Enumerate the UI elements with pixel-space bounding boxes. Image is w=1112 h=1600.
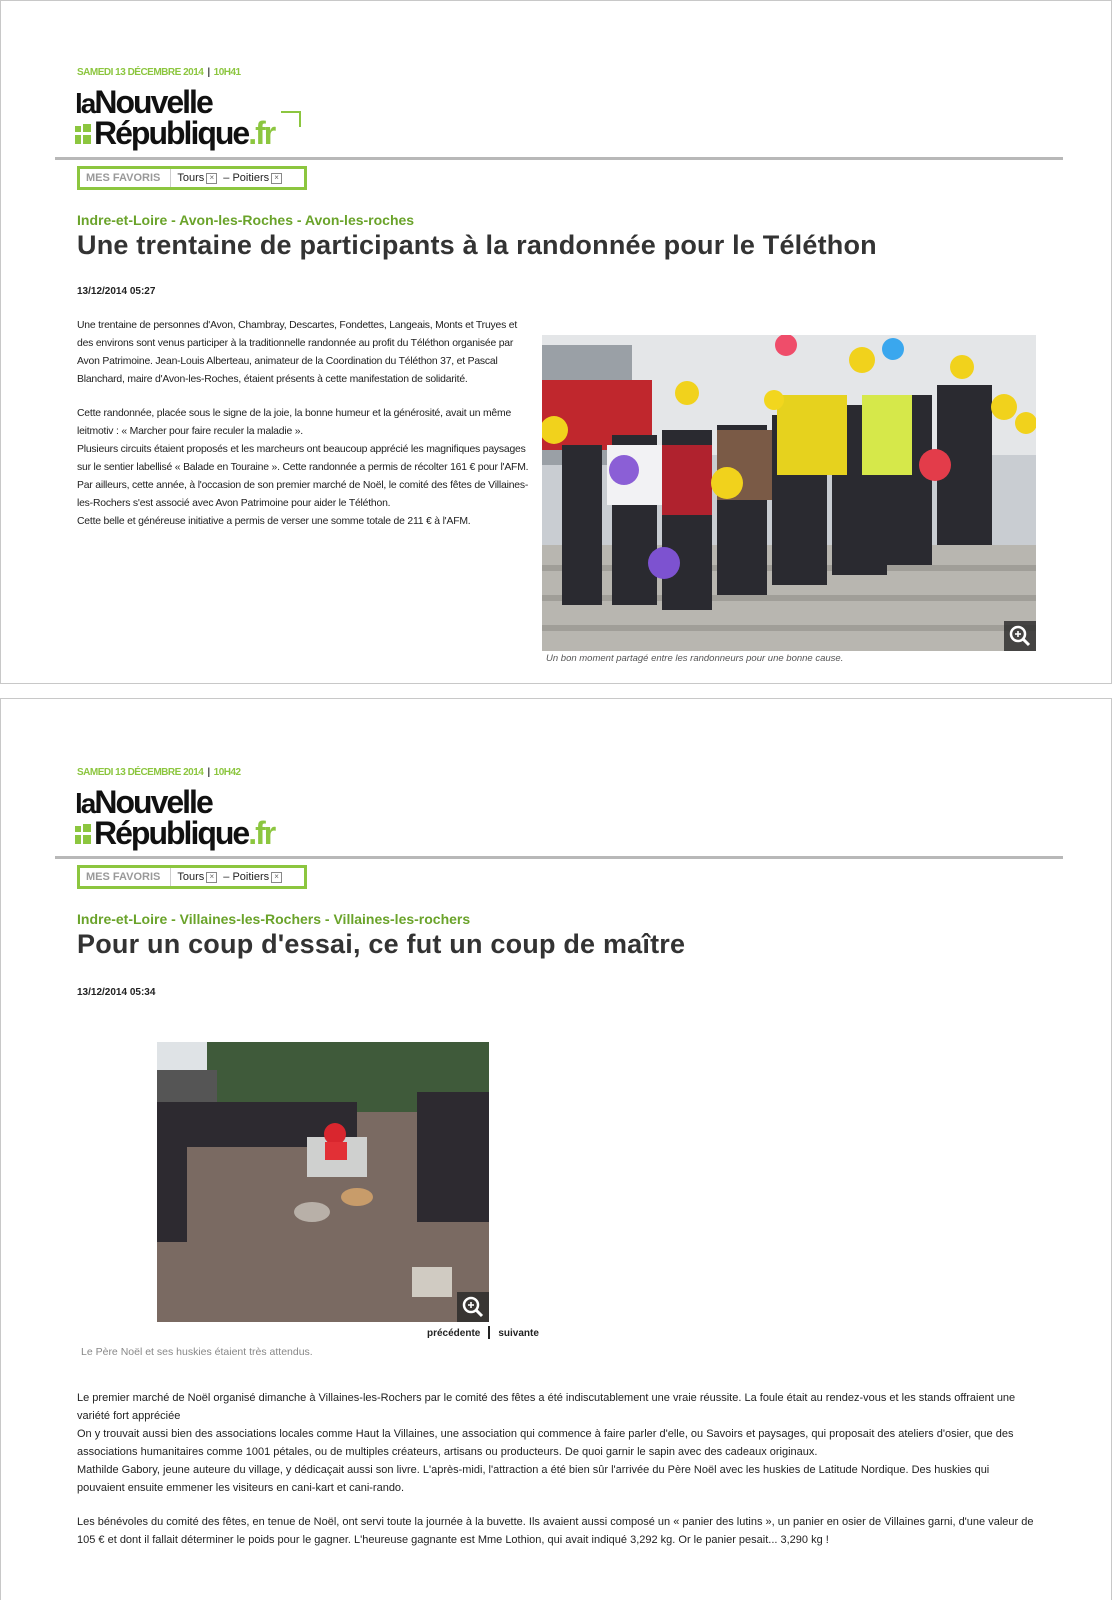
- logo-tld: .fr: [248, 814, 275, 851]
- logo-republique: République: [94, 814, 249, 851]
- favorites-bar: [77, 865, 307, 889]
- article-photo[interactable]: [157, 1042, 489, 1322]
- date-text: SAMEDI 13 DÉCEMBRE 2014: [77, 767, 204, 778]
- favorite-tag-tours[interactable]: [171, 172, 217, 184]
- header-rule: [55, 856, 1063, 859]
- huskies-photo-image: [157, 1042, 489, 1322]
- paragraph: Le premier marché de Noël organisé dimanche à Villaines-les-Rochers par le comité des fêtes a été indiscutablement une vraie réussite. La foule était au rendez-vous et les stands offraient une variété fort appréciée: [77, 1392, 1016, 1422]
- time-text: 10H41: [213, 67, 241, 78]
- logo-la: la: [75, 788, 95, 819]
- article-body: [77, 1389, 1037, 1549]
- favorites-label: MES FAVORIS: [80, 868, 171, 886]
- article-body: [77, 317, 535, 531]
- favorite-tag-poitiers[interactable]: [217, 871, 282, 883]
- next-link[interactable]: suivante: [498, 1328, 539, 1339]
- group-photo-image: [542, 335, 1036, 651]
- close-icon[interactable]: ×: [271, 173, 282, 184]
- breadcrumb[interactable]: Indre-et-Loire - Villaines-les-Rochers - Villaines-les-rochers: [77, 911, 471, 927]
- logo-tld: .fr: [248, 114, 275, 151]
- article-title: Pour un coup d'essai, ce fut un coup de maître: [77, 929, 686, 959]
- favorite-tag-label: Tours: [177, 871, 205, 883]
- pager-divider: [488, 1326, 490, 1339]
- favorites-label: MES FAVORIS: [80, 169, 171, 187]
- photo-caption: Un bon moment partagé entre les randonneurs pour une bonne cause.: [546, 653, 844, 664]
- article-timestamp: 13/12/2014 05:27: [77, 286, 156, 297]
- paragraph: Par ailleurs, cette année, à l'occasion de son premier marché de Noël, le comité des fêtes de Villaines-les-Rochers s'est associé avec Avon Patrimoine pour aider le Téléthon.: [77, 480, 529, 509]
- logo-mark-icon: [75, 124, 91, 146]
- close-icon[interactable]: ×: [206, 872, 217, 883]
- breadcrumb[interactable]: Indre-et-Loire - Avon-les-Roches - Avon-les-roches: [77, 212, 415, 228]
- favorites-bar: [77, 166, 307, 190]
- zoom-icon[interactable]: [1004, 621, 1036, 651]
- logo-bracket: [281, 111, 301, 127]
- logo-la: la: [75, 88, 95, 119]
- article-panel-1: [0, 0, 1112, 684]
- logo-nouvelle: Nouvelle: [94, 84, 212, 120]
- logo-mark-icon: [75, 824, 91, 846]
- prev-link[interactable]: précédente: [427, 1328, 481, 1339]
- photo-caption: Le Père Noël et ses huskies étaient très attendus.: [81, 1346, 313, 1358]
- favorite-tag-label: – Poitiers: [223, 871, 270, 883]
- article-title: Une trentaine de participants à la randonnée pour le Téléthon: [77, 230, 877, 260]
- close-icon[interactable]: ×: [206, 173, 217, 184]
- favorite-tag-label: – Poitiers: [223, 172, 270, 184]
- site-logo[interactable]: [75, 784, 275, 851]
- dateline: SAMEDI 13 DÉCEMBRE 2014 | 10H41: [77, 67, 241, 78]
- dateline: SAMEDI 13 DÉCEMBRE 2014 | 10H42: [77, 767, 241, 778]
- paragraph: Plusieurs circuits étaient proposés et les marcheurs ont beaucoup apprécié les magnifiques paysages sur le sentier labellisé « Balade en Touraine ». Cette randonnée a permis de récolter 161 € pour l'AFM.: [77, 444, 529, 473]
- paragraph: Mathilde Gabory, jeune auteure du village, y dédicaçait aussi son livre. L'après-midi, l'attraction a été bien sûr l'arrivée du Père Noël avec les huskies de Latitude Nordique. Des huskies qui pouvaient ensuite emmener les visiteurs en cani-kart et cani-rando.: [77, 1464, 990, 1494]
- article-photo[interactable]: [542, 335, 1036, 651]
- site-logo[interactable]: [75, 84, 275, 151]
- paragraph: Une trentaine de personnes d'Avon, Chambray, Descartes, Fondettes, Langeais, Monts et Truyes et des environs sont venus participer à la traditionnelle randonnée au profit du Téléthon organisée par Avon Patrimoine. Jean-Louis Alberteau, animateur de la Coordination du Téléthon 37, et Pascal Blanchard, maire d'Avon-les-Roches, étaient présents à cette manifestation de solidarité.: [77, 320, 518, 385]
- paragraph: Cette belle et généreuse initiative a permis de verser une somme totale de 211 € à l'AFM.: [77, 516, 471, 527]
- time-text: 10H42: [213, 767, 241, 778]
- favorite-tag-label: Tours: [177, 172, 205, 184]
- article-panel-2: [0, 698, 1112, 1600]
- logo-nouvelle: Nouvelle: [94, 784, 212, 820]
- header-rule: [55, 157, 1063, 160]
- favorite-tag-poitiers[interactable]: [217, 172, 282, 184]
- paragraph: On y trouvait aussi bien des associations locales comme Haut la Villaines, une association qui commence à faire parler d'elle, ou Savoirs et paysages, qui proposait des ateliers d'osier, que des associations humanitaires comme 1001 pétales, ou de multiples créateurs, artisans ou producteurs. De quoi garnir le sapin avec des cadeaux originaux.: [77, 1428, 1014, 1458]
- close-icon[interactable]: ×: [271, 872, 282, 883]
- date-text: SAMEDI 13 DÉCEMBRE 2014: [77, 67, 204, 78]
- photo-pager: [427, 1326, 539, 1339]
- article-timestamp: 13/12/2014 05:34: [77, 987, 156, 998]
- paragraph: Cette randonnée, placée sous le signe de la joie, la bonne humeur et la générosité, avait un même leitmotiv : « Marcher pour faire reculer la maladie ».: [77, 408, 512, 437]
- paragraph: Les bénévoles du comité des fêtes, en tenue de Noël, ont servi toute la journée à la buvette. Ils avaient aussi composé un « panier des lutins », un panier en osier de Villaines garni, d'une valeur de 105 € et dont il fallait déterminer le poids pour le gagner. L'heureuse gagnante est Mme Lothion, qui avait indiqué 3,292 kg. Or le panier pesait... 3,290 kg !: [77, 1516, 1034, 1546]
- logo-republique: République: [94, 114, 249, 151]
- zoom-icon[interactable]: [457, 1292, 489, 1322]
- favorite-tag-tours[interactable]: [171, 871, 217, 883]
